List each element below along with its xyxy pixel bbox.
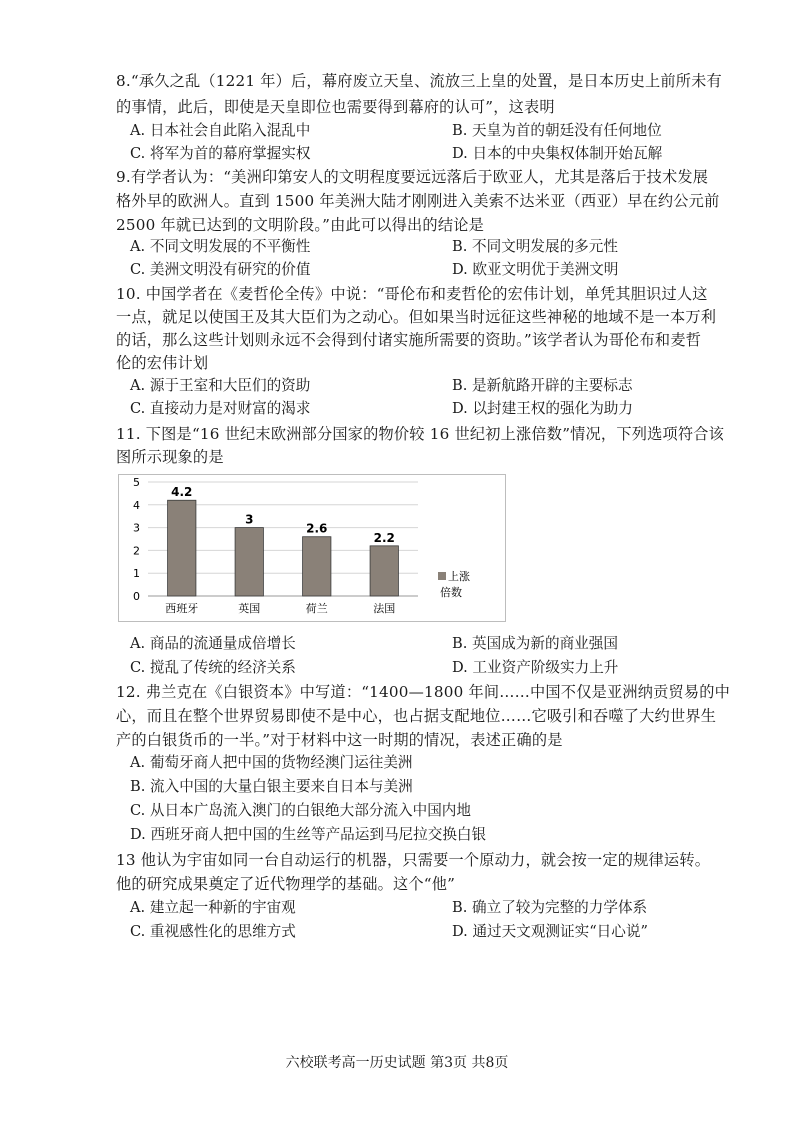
q10-option-d: D. 以封建王权的强化为助力 [452,400,633,417]
price-rise-bar-chart [118,474,506,622]
q12-option-c: C. 从日本广岛流入澳门的白银绝大部分流入中国内地 [130,802,471,819]
q10-option-b: B. 是新航路开辟的主要标志 [452,377,633,394]
q8-option-a: A. 日本社会自此陷入混乱中 [130,122,311,139]
q10-option-a: A. 源于王室和大臣们的资助 [130,377,311,394]
q8-option-b: B. 天皇为首的朝廷没有任何地位 [452,122,662,139]
y-tick-label: 4 [133,498,140,512]
q10-stem-line-2: 一点，就足以使国王及其大臣们为之动心。但如果当时远征这些神秘的地域不是一本万利 [116,308,717,326]
q9-stem-line-3: 2500 年就已达到的文明阶段。”由此可以得出的结论是 [116,216,484,234]
q9-option-d: D. 欧亚文明优于美洲文明 [452,261,619,278]
x-tick-label: 法国 [373,602,396,615]
bar-value-label: 4.2 [171,485,193,500]
q10-stem-line-3: 的话，那么这些计划则永远不会得到付诸实施所需要的资助。”该学者认为哥伦布和麦哲 [116,331,702,349]
q10-stem-line-4: 伦的宏伟计划 [116,354,209,372]
q13-option-d: D. 通过天文观测证实“日心说” [452,923,648,940]
legend-label-line-2: 倍数 [440,586,462,599]
bar-value-label: 2.2 [373,530,395,545]
q12-option-a: A. 葡萄牙商人把中国的货物经澳门运往美洲 [130,754,413,771]
q8-option-d: D. 日本的中央集权体制开始瓦解 [452,145,663,162]
q12-option-d: D. 西班牙商人把中国的生丝等产品运到马尼拉交换白银 [130,826,487,843]
bar [303,537,331,596]
q10-stem-line-1: 10. 中国学者在《麦哲伦全传》中说：“哥伦布和麦哲伦的宏伟计划，单凭其胆识过人这 [116,285,708,303]
q8-option-c: C. 将军为首的幕府掌握实权 [130,145,311,162]
q9-option-c: C. 美洲文明没有研究的价值 [130,261,311,278]
x-tick-label: 西班牙 [165,602,199,615]
q12-option-b: B. 流入中国的大量白银主要来自日本与美洲 [130,778,413,795]
y-tick-label: 1 [133,567,140,581]
x-tick-label: 英国 [238,602,261,615]
q9-option-a: A. 不同文明发展的不平衡性 [130,238,311,255]
x-tick-label: 荷兰 [305,602,328,615]
q12-stem-line-2: 心，而且在整个世界贸易即使不是中心，也占据支配地位……它吸引和吞噬了大约世界生 [116,707,717,725]
y-tick-label: 0 [133,590,140,603]
q13-stem-line-2: 他的研究成果奠定了近代物理学的基础。这个“他” [116,875,456,893]
q11-option-b: B. 英国成为新的商业强国 [452,635,618,652]
page-footer: 六校联考高一历史试题 第3页 共8页 [285,1055,509,1071]
q9-option-b: B. 不同文明发展的多元性 [452,238,618,255]
q13-option-a: A. 建立起一种新的宇宙观 [130,899,296,916]
q13-option-c: C. 重视感性化的思维方式 [130,923,296,940]
q11-option-a: A. 商品的流通量成倍增长 [130,635,296,652]
q13-option-b: B. 确立了较为完整的力学体系 [452,899,648,916]
bar-value-label: 3 [245,512,254,527]
q11-stem-line-1: 11. 下图是“16 世纪末欧洲部分国家的物价较 16 世纪初上涨倍数”情况，下列选项符合该 [116,425,725,443]
q8-stem-line-1: 8.“承久之乱（1221 年）后，幕府废立天皇、流放三上皇的处置，是日本历史上前所未有 [116,72,722,90]
q12-stem-line-3: 产的白银货币的一半。”对于材料中这一时期的情况，表述正确的是 [116,731,563,749]
q9-stem-line-2: 格外早的欧洲人。直到 1500 年美洲大陆才刚刚进入美索不达米亚（西亚）早在约公元前 [116,192,720,210]
bar [168,500,196,596]
bar [235,528,263,596]
legend-label-line-1: 上涨 [448,570,470,583]
q13-stem-line-1: 13 他认为宇宙如同一台自动运行的机器，只需要一个原动力，就会按一定的规律运转。 [116,851,711,869]
bar [370,546,398,596]
q11-option-d: D. 工业资产阶级实力上升 [452,659,619,676]
bar-value-label: 2.6 [306,521,328,536]
q10-option-c: C. 直接动力是对财富的渴求 [130,400,311,417]
y-tick-label: 5 [133,476,140,489]
q11-option-c: C. 搅乱了传统的经济关系 [130,659,296,676]
q8-stem-line-2: 的事情，此后，即使是天皇即位也需要得到幕府的认可”，这表明 [116,98,555,116]
q11-stem-line-2: 图所示现象的是 [116,448,224,466]
legend-swatch [438,572,446,580]
y-tick-label: 2 [133,544,140,558]
q12-stem-line-1: 12. 弗兰克在《白银资本》中写道：“1400—1800 年间……中国不仅是亚洲纳贡贸易的中 [116,683,731,701]
q9-stem-line-1: 9.有学者认为：“美洲印第安人的文明程度要远远落后于欧亚人，尤其是落后于技术发展 [116,168,709,186]
y-tick-label: 3 [133,521,140,535]
